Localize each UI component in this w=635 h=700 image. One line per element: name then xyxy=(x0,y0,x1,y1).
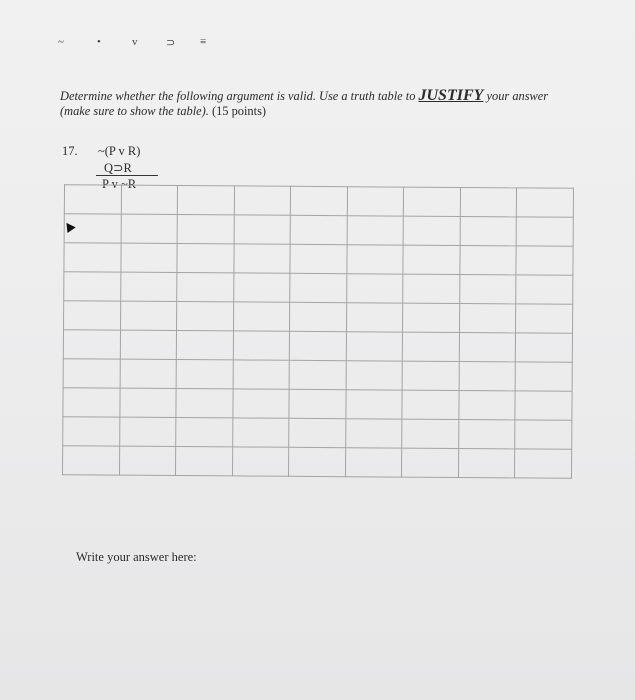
table-cell xyxy=(345,448,402,477)
table-cell xyxy=(120,359,177,388)
table-row xyxy=(64,301,573,334)
table-cell xyxy=(176,418,233,447)
table-cell xyxy=(516,246,573,275)
table-cell xyxy=(346,361,403,390)
table-cell xyxy=(119,388,176,417)
table-cell xyxy=(458,448,515,477)
table-cell xyxy=(119,446,176,475)
table-cell xyxy=(458,390,515,419)
question-number: 17. xyxy=(62,144,78,158)
table-cell xyxy=(514,449,571,478)
table-cell xyxy=(64,185,121,214)
table-row xyxy=(64,185,573,218)
table-cell xyxy=(63,417,120,446)
instructions-before: Determine whether the following argument is valid. Use a truth table to xyxy=(60,89,419,103)
wedge-symbol: v xyxy=(132,36,138,48)
table-cell xyxy=(288,447,345,476)
table-row xyxy=(63,417,572,450)
table-cell xyxy=(401,448,458,477)
table-cell xyxy=(176,389,233,418)
table-row xyxy=(63,330,572,363)
table-cell xyxy=(346,332,403,361)
table-cell xyxy=(515,304,572,333)
table-cell xyxy=(177,273,234,302)
table-cell xyxy=(403,216,460,245)
table-cell xyxy=(177,302,234,331)
truth-table-grid xyxy=(62,184,574,479)
table-cell xyxy=(177,186,234,215)
conclusion: P v ~R xyxy=(102,177,137,191)
table-cell xyxy=(516,275,573,304)
table-cell xyxy=(460,216,517,245)
justify-emphasis: JUSTIFY xyxy=(418,87,484,104)
table-cell xyxy=(458,419,515,448)
table-cell xyxy=(402,419,459,448)
table-cell xyxy=(63,388,120,417)
table-cell xyxy=(515,333,572,362)
table-cell xyxy=(289,331,346,360)
table-cell xyxy=(120,272,177,301)
table-cell xyxy=(64,272,121,301)
table-cell xyxy=(233,273,290,302)
table-cell xyxy=(234,186,291,215)
table-cell xyxy=(177,244,234,273)
premise-1: ~(P v R) xyxy=(98,144,141,158)
table-cell xyxy=(347,187,404,216)
table-cell xyxy=(290,186,347,215)
table-cell xyxy=(403,187,460,216)
table-cell xyxy=(120,330,177,359)
table-cell xyxy=(121,185,178,214)
table-cell xyxy=(290,302,347,331)
horseshoe-symbol: ⊃ xyxy=(166,37,176,49)
table-cell xyxy=(233,360,290,389)
table-cell xyxy=(120,243,177,272)
table-cell xyxy=(176,331,233,360)
table-cell xyxy=(403,274,460,303)
table-cell xyxy=(347,216,404,245)
table-cell xyxy=(232,418,289,447)
table-cell xyxy=(233,331,290,360)
table-cell xyxy=(290,273,347,302)
table-cell xyxy=(402,303,459,332)
table-row xyxy=(62,446,571,479)
premise-2: Q⊃R xyxy=(104,161,132,175)
table-cell xyxy=(290,244,347,273)
table-cell xyxy=(289,418,346,447)
table-cell xyxy=(233,302,290,331)
table-cell xyxy=(176,360,233,389)
table-cell xyxy=(459,274,516,303)
table-cell xyxy=(346,245,403,274)
table-cell xyxy=(177,215,234,244)
table-cell xyxy=(232,389,289,418)
table-cell xyxy=(345,419,402,448)
table-row xyxy=(64,243,573,276)
argument-divider xyxy=(96,175,158,176)
table-row xyxy=(63,388,572,421)
answer-label: Write your answer here: xyxy=(76,550,197,564)
table-cell xyxy=(121,214,178,243)
table-cell xyxy=(120,301,177,330)
table-cell xyxy=(63,330,120,359)
table-cell xyxy=(516,188,573,217)
table-cell xyxy=(459,332,516,361)
dot-symbol: • xyxy=(97,36,101,48)
table-cell xyxy=(346,274,403,303)
table-cell xyxy=(289,360,346,389)
table-cell xyxy=(459,361,516,390)
table-cell xyxy=(402,361,459,390)
points-label: (15 points) xyxy=(208,104,267,118)
table-cell xyxy=(64,301,121,330)
table-cell xyxy=(515,391,572,420)
table-row xyxy=(63,359,572,392)
instructions-after: your answer (make sure to show the table). xyxy=(60,89,549,118)
table-cell xyxy=(64,243,121,272)
table-cell xyxy=(63,359,120,388)
table-cell xyxy=(515,362,572,391)
instructions-text xyxy=(60,88,580,119)
table-cell xyxy=(119,417,176,446)
table-row xyxy=(64,272,573,305)
table-cell xyxy=(402,332,459,361)
table-cell xyxy=(460,187,517,216)
table-cell xyxy=(234,215,291,244)
table-cell xyxy=(62,446,119,475)
table-row xyxy=(64,214,573,247)
table-cell xyxy=(402,390,459,419)
table-cell xyxy=(459,245,516,274)
table-cell xyxy=(289,389,346,418)
table-cell xyxy=(346,303,403,332)
table-cell xyxy=(403,245,460,274)
triple-bar-symbol: ≡ xyxy=(200,36,207,48)
table-cell xyxy=(459,303,516,332)
table-cell xyxy=(290,215,347,244)
table-cell xyxy=(233,244,290,273)
table-cell xyxy=(515,420,572,449)
table-cell xyxy=(232,447,289,476)
table-cell xyxy=(175,447,232,476)
table-cell xyxy=(345,390,402,419)
tilde-symbol: ~ xyxy=(58,36,64,48)
table-cell xyxy=(516,217,573,246)
